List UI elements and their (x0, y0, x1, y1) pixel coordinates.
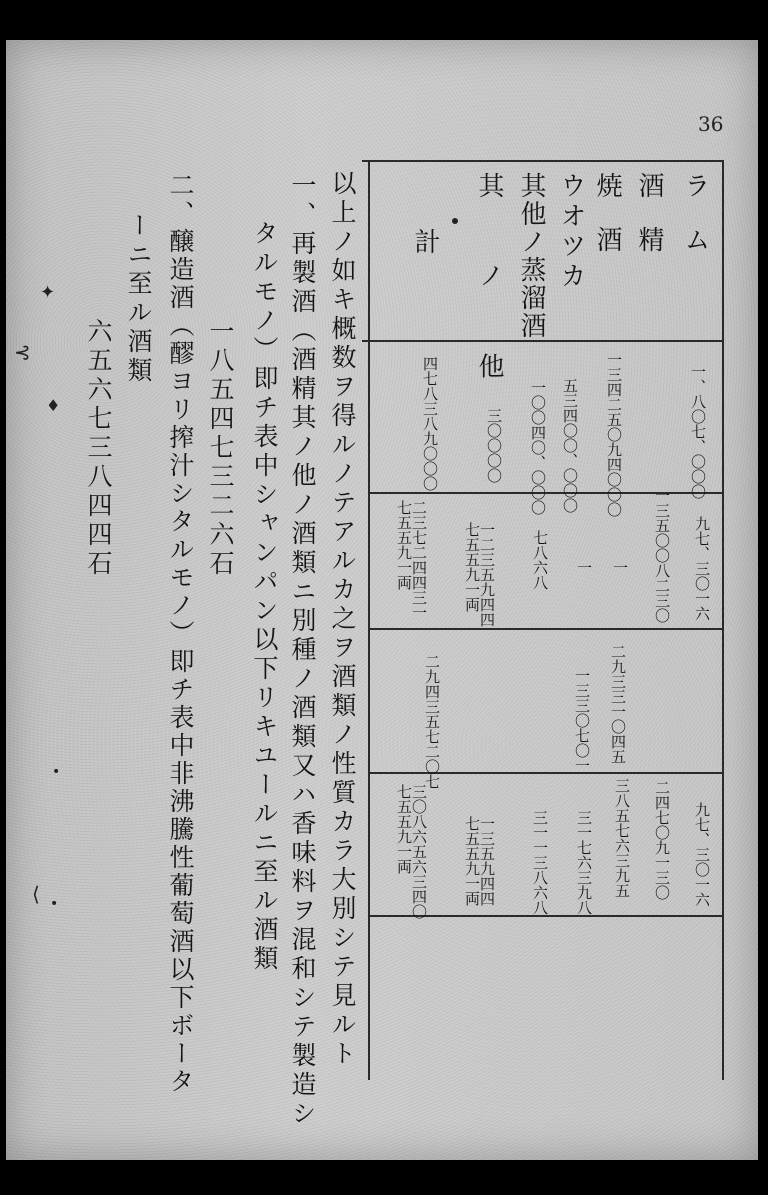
col4-others: 一三五九四四 七五五九一両 (463, 816, 496, 906)
table-label-shochu: 焼 酒 (592, 172, 622, 263)
margin-mark-1: ✦ (40, 282, 56, 303)
col1-others: 三〇〇〇〇 (485, 408, 503, 483)
col4-shochu: 三八五七六三九五 (613, 778, 631, 898)
col2-total: 二三七二四四三一 七五五九一両 (395, 500, 428, 620)
col4-total: 三〇八六五六三四〇 七五五九一両 (395, 784, 428, 919)
col4-rum: 九七、三〇一六 (693, 802, 711, 907)
col3-spirit: 二九三三一〇四五 (609, 644, 627, 764)
body-line-2: 一、再製酒（酒精其ノ他ノ酒類ニ別種ノ酒類又ハ香味料ヲ混和シテ製造シ (288, 172, 317, 1129)
col2-vodka: 一 (575, 560, 593, 575)
margin-mark-2: ⊰ (14, 340, 31, 364)
col1-spirit: 一三四二五〇九四〇〇〇 (605, 352, 623, 517)
body-line-1: 以上ノ如キ概数ヲ得ルノテアルカ之ヲ酒類ノ性質カラ大別シテ見ルト (328, 170, 357, 1069)
body-line-6: ーニ至ル酒類 (124, 212, 153, 386)
table-left-rule (368, 160, 370, 1080)
col2-rum: 九七、三〇一六 (693, 516, 711, 621)
col2-shochu: 一 (611, 560, 629, 575)
body-line-5: 二、醸造酒（醪ヨリ搾汁シタルモノ）即チ表中非沸騰性葡萄酒以下ボータ (166, 172, 195, 1096)
col2-other-distilled: 七八六八 (531, 530, 549, 590)
table-label-total: 計 (410, 228, 440, 264)
col4-spirit: 二四七〇九一三〇 (653, 780, 671, 900)
col1-total: 四七八三八九〇〇〇 (421, 356, 439, 491)
table-label-vodka: ウオツカ (556, 172, 586, 292)
col3-total: 二九四三五七二〇七 (423, 654, 441, 789)
page-number: 36 (698, 112, 724, 136)
col1-rum: 一、八〇七、〇〇〇 (689, 364, 707, 499)
table-label-spirit: 酒 精 (634, 172, 664, 263)
col4-vodka: 三一七六三九八 (575, 810, 593, 915)
body-line-3: タルモノ）即チ表中シャンパン以下リキユールニ至ル酒類 (250, 220, 279, 974)
table-top-rule (362, 160, 722, 162)
table-label-rum: ラ ム (680, 172, 710, 263)
table-right-rule (722, 160, 724, 1080)
col4-other-distilled: 三一一三八六八 (531, 810, 549, 915)
body-line-4: 一八五四七三二六石 (206, 318, 235, 579)
bullet-dot (452, 218, 458, 224)
table-label-other-distilled: 其他ノ蒸溜酒 (516, 172, 546, 340)
margin-mark-5: ⟨ (32, 882, 40, 906)
table-rule-3 (370, 628, 722, 630)
margin-mark-6: • (50, 896, 59, 912)
table-rule-1 (362, 340, 724, 342)
col3-shochu: 一三三〇七〇一 (573, 668, 591, 773)
col1-vodka: 一〇〇四〇、〇〇〇 (529, 380, 547, 515)
col1-shochu: 五三四〇〇、〇〇〇 (561, 378, 579, 513)
col2-spirit: 一三五〇〇八二三〇 (653, 488, 671, 623)
table-label-others: 其 ノ 他 (474, 172, 504, 407)
body-line-7: 六五六七三八四四石 (84, 318, 113, 579)
margin-mark-4: • (52, 764, 61, 780)
col2-others: 一二三五九四四 七五五九一両 (463, 522, 496, 627)
margin-mark-3: ♦ (46, 396, 61, 415)
